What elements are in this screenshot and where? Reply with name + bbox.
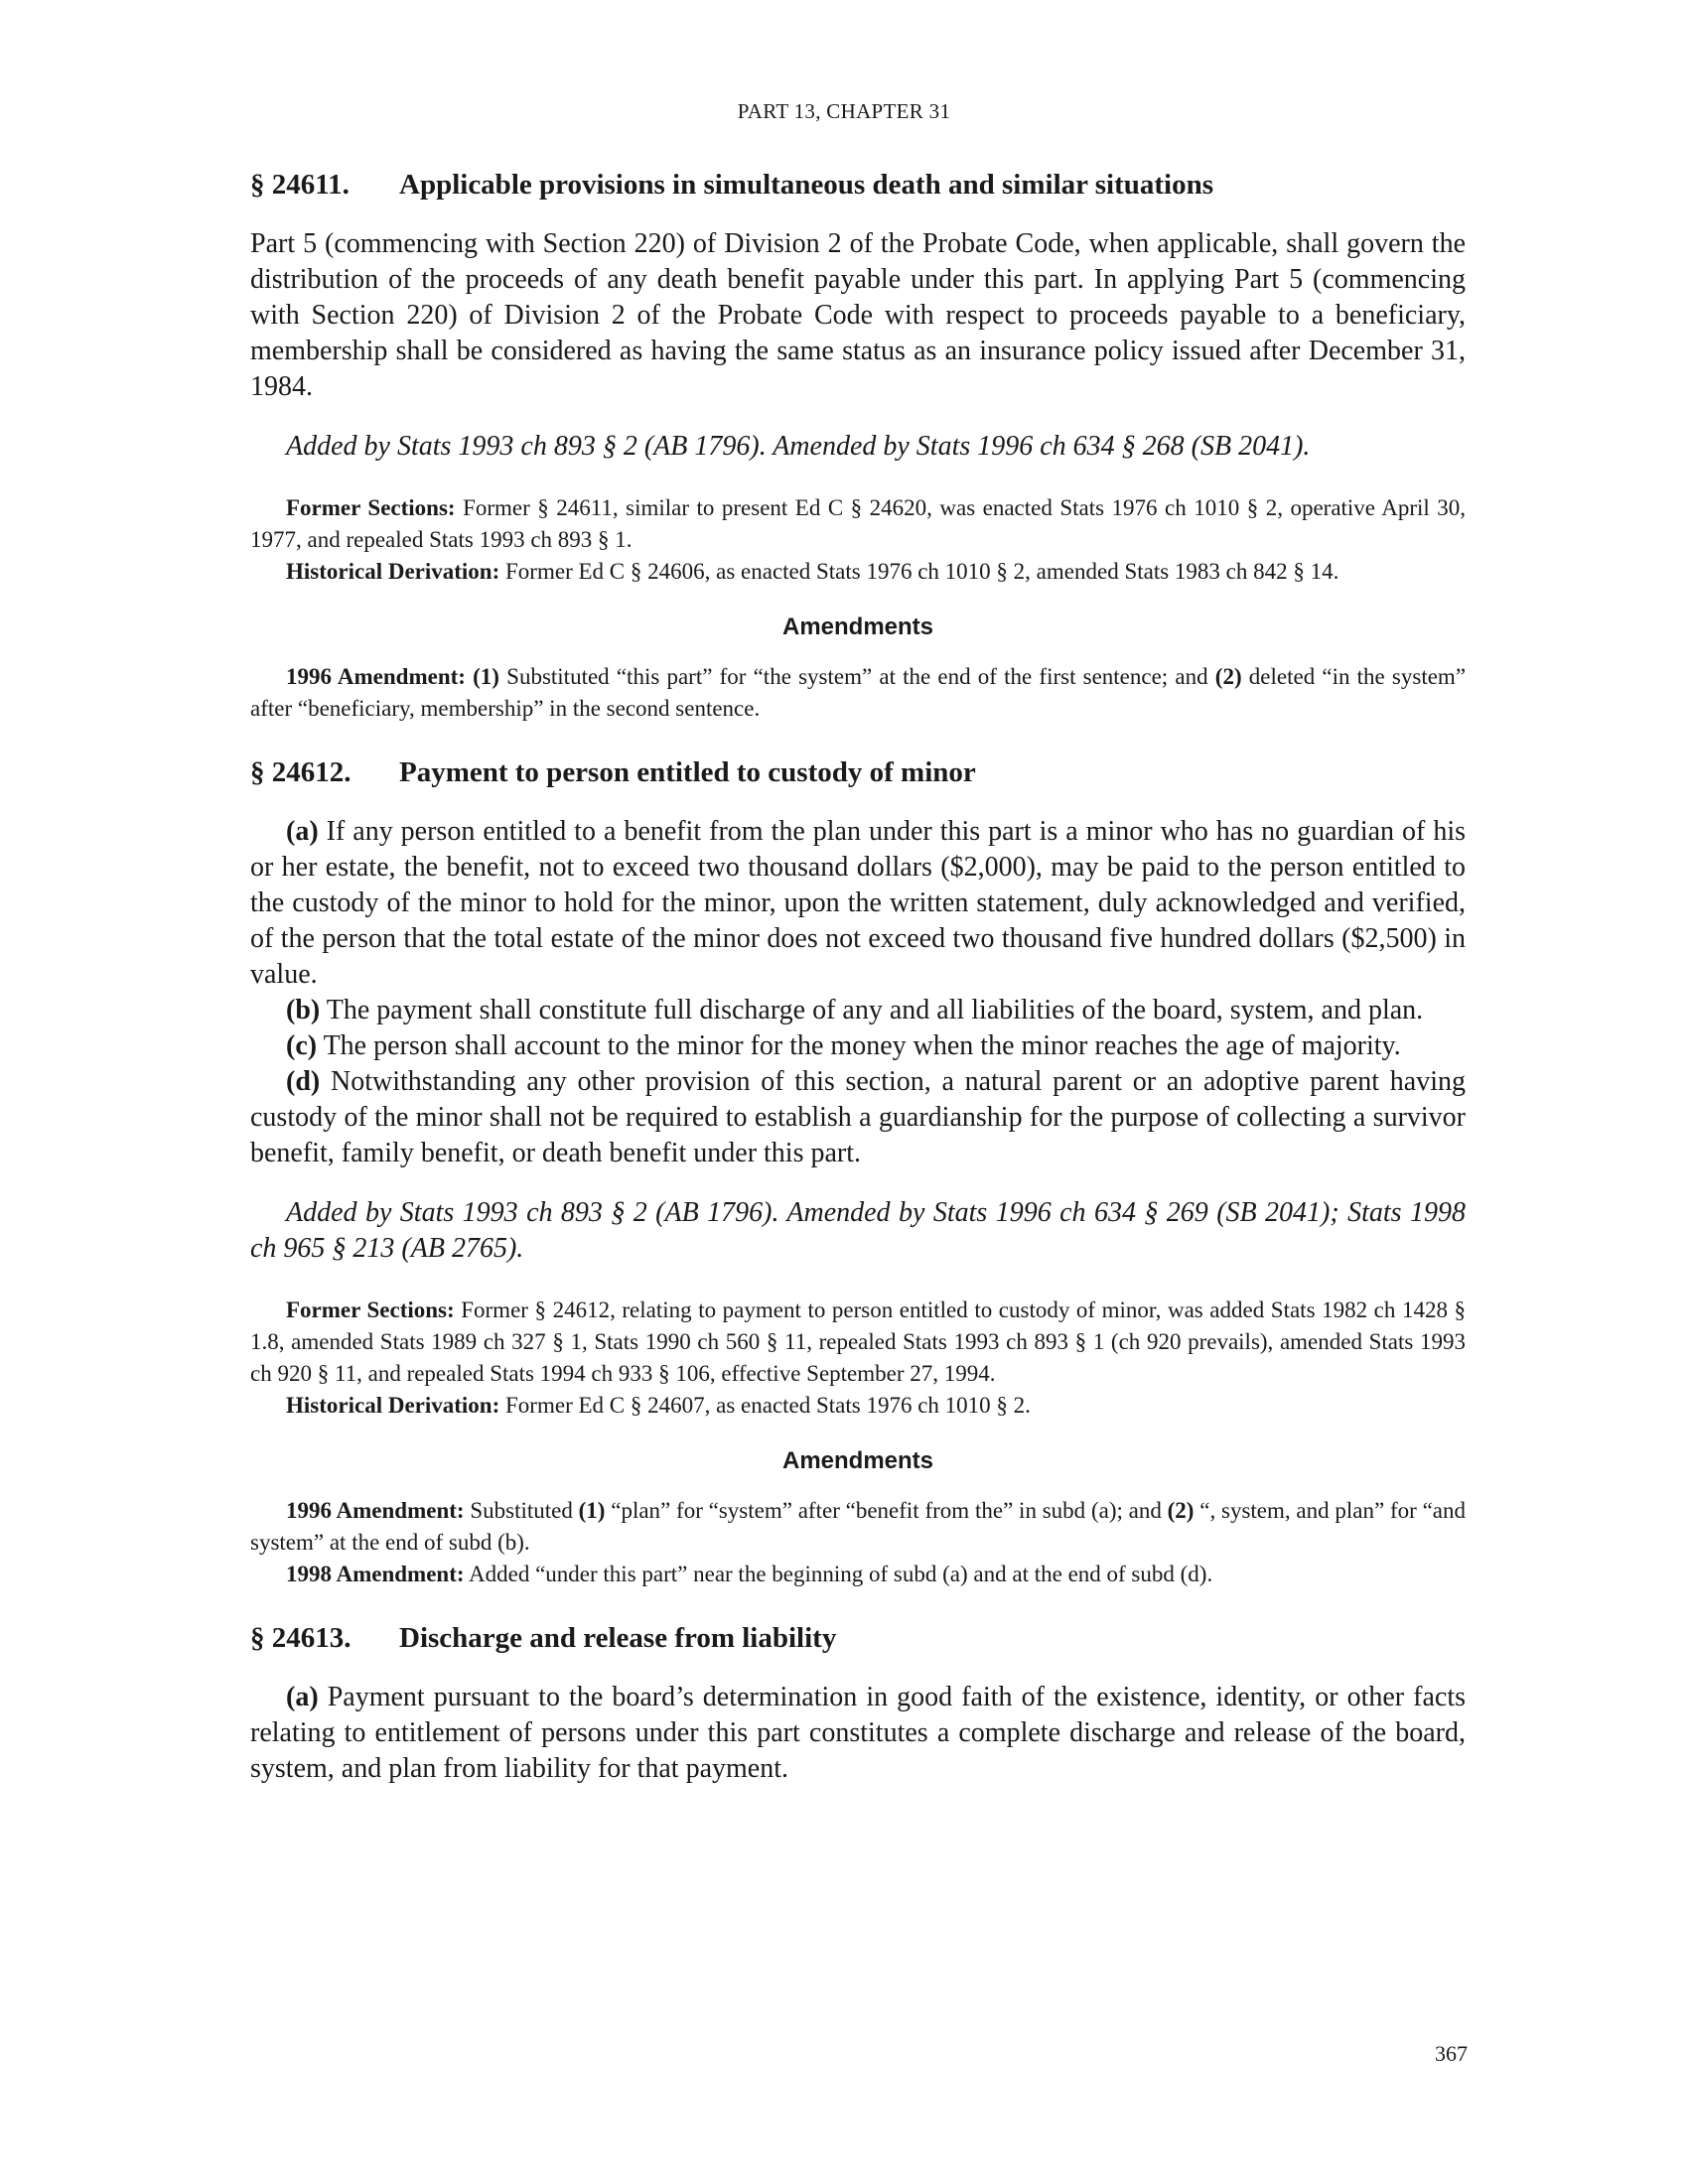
- amendment-text: Substituted: [470, 1498, 573, 1523]
- item-marker: (2): [1167, 1498, 1195, 1523]
- history-note: Added by Stats 1993 ch 893 § 2 (AB 1796). Amended by Stats 1996 ch 634 § 269 (SB 2041); Stats 1998 ch 965 § 213 (AB 2765).: [250, 1197, 1466, 1264]
- former-sections-label: Former Sections:: [286, 495, 456, 520]
- subdivision-a: [250, 1680, 1466, 1787]
- section-title: Discharge and release from liability: [399, 1622, 837, 1654]
- subdivision-label: (a): [286, 816, 319, 847]
- amendment-text: Substituted “this part” for “the system” at the end of the first sentence; and: [506, 664, 1208, 689]
- former-sections-label: Former Sections:: [286, 1297, 455, 1322]
- subdivision-text: Notwithstanding any other provision of this section, a natural parent or an adoptive parent having custody of the minor shall not be required to establish a guardianship for the purpose of collecting a survivor benefit, family benefit, or death benefit under this part.: [250, 1066, 1467, 1168]
- historical-derivation-label: Historical Derivation:: [286, 559, 500, 584]
- amendments-heading: Amendments: [781, 614, 934, 640]
- amendment-text: “, system, and plan” for “and system” at the end of subd (b).: [250, 1498, 1466, 1555]
- subdivision-text: The person shall account to the minor for the money when the minor reaches the age of majority.: [323, 1030, 1401, 1061]
- subdivision-c: [250, 1028, 1466, 1064]
- history-note: Added by Stats 1993 ch 893 § 2 (AB 1796). Amended by Stats 1996 ch 634 § 268 (SB 2041).: [286, 431, 1311, 462]
- item-marker: (2): [1214, 664, 1242, 689]
- historical-derivation-note: [250, 1390, 1466, 1422]
- running-head: PART 13, CHAPTER 31: [737, 99, 951, 123]
- subdivision-text: The payment shall constitute full discharge of any and all liabilities of the board, system, and plan.: [326, 995, 1424, 1025]
- amendment-label: 1996 Amendment:: [286, 1498, 465, 1523]
- amendment-text: deleted “in the system” after “beneficiary, membership” in the second sentence.: [250, 664, 1467, 721]
- body-text: Part 5 (commencing with Section 220) of Division 2 of the Probate Code, when applicable, shall govern the distribution of the proceeds of any death benefit payable under this part. In applying Part 5 (commencing with Section 220) of Division 2 of the Probate Code with respect to proceeds payable to a beneficiary, membership shall be considered as having the same status as an insurance policy issued after December 31, 1984.: [250, 228, 1466, 402]
- historical-derivation-note: [250, 556, 1466, 588]
- amendment-1998-note: [250, 1559, 1466, 1590]
- amendment-text: “plan” for “system” after “benefit from the” in subd (a); and: [611, 1498, 1162, 1523]
- amendment-label: 1998 Amendment:: [286, 1562, 465, 1586]
- amendment-1996-note: [250, 1495, 1466, 1559]
- section-number: § 24612.: [250, 756, 352, 788]
- former-sections-note: [250, 1295, 1466, 1390]
- amendment-1996-note: [250, 661, 1466, 725]
- subdivision-text: Payment pursuant to the board’s determination in good faith of the existence, identity, or other facts relating to entitlement of persons under this part constitutes a complete discharge and release of the board, system, and plan from liability for that payment.: [250, 1682, 1467, 1784]
- section-heading-24612: [250, 754, 1466, 790]
- page-number: 367: [1435, 2041, 1468, 2066]
- section-number: § 24611.: [250, 169, 350, 201]
- section-heading-24611: [250, 167, 1466, 203]
- subdivision-label: (a): [286, 1682, 319, 1712]
- page-content: [250, 167, 1466, 1787]
- subdivision-b: [250, 993, 1466, 1028]
- subdivision-text: If any person entitled to a benefit from the plan under this part is a minor who has no guardian of his or her estate, the benefit, not to exceed two thousand dollars ($2,000), may be paid to the person entitled to the custody of the minor to hold for the minor, upon the written statement, duly acknowledged and verified, of the person that the total estate of the minor does not exceed two thousand five hundred dollars ($2,500) in value.: [250, 816, 1466, 990]
- historical-derivation-label: Historical Derivation:: [286, 1393, 500, 1418]
- subdivision-label: (d): [286, 1066, 321, 1097]
- section-title: Payment to person entitled to custody of minor: [399, 756, 976, 788]
- item-marker: (1): [578, 1498, 606, 1523]
- subdivision-label: (b): [286, 995, 321, 1025]
- section-heading-24613: [250, 1620, 1466, 1656]
- historical-derivation-text: Former Ed C § 24606, as enacted Stats 1976 ch 1010 § 2, amended Stats 1983 ch 842 § 14.: [505, 559, 1339, 584]
- former-sections-text: Former § 24612, relating to payment to person entitled to custody of minor, was added Stats 1982 ch 1428 § 1.8, amended Stats 1989 ch 327 § 1, Stats 1990 ch 560 § 11, repealed Stats 1993 ch 893 § 1 (ch 920 prevails), amended Stats 1993 ch 920 § 11, and repealed Stats 1994 ch 933 § 106, effective September 27, 1994.: [250, 1297, 1467, 1386]
- former-sections-text: Former § 24611, similar to present Ed C § 24620, was enacted Stats 1976 ch 1010 § 2, operative April 30, 1977, and repealed Stats 1993 ch 893 § 1.: [250, 495, 1467, 552]
- section-number: § 24613.: [250, 1622, 352, 1654]
- subdivision-label: (c): [286, 1030, 318, 1061]
- item-marker: (1): [473, 664, 499, 689]
- former-sections-note: [250, 492, 1466, 556]
- section-title: Applicable provisions in simultaneous death and similar situations: [399, 169, 1213, 201]
- amendment-label: 1996 Amendment:: [286, 664, 466, 689]
- amendment-text: Added “under this part” near the beginning of subd (a) and at the end of subd (d).: [469, 1562, 1213, 1586]
- section-body: [250, 226, 1466, 405]
- historical-derivation-text: Former Ed C § 24607, as enacted Stats 1976 ch 1010 § 2.: [505, 1393, 1031, 1418]
- amendments-heading: Amendments: [781, 1447, 934, 1474]
- subdivision-d: [250, 1064, 1466, 1171]
- subdivision-a: [250, 814, 1466, 993]
